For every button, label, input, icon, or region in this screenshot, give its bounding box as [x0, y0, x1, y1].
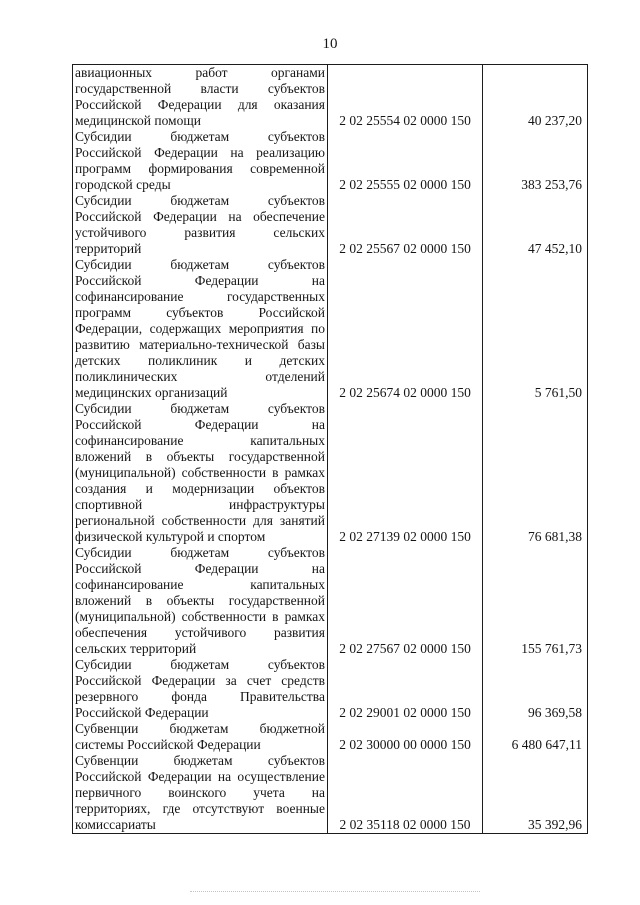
description-line: Субсидии бюджетам субъектов	[75, 657, 325, 672]
amount-cell	[482, 257, 587, 401]
amount-value: 76 681,38	[528, 529, 582, 544]
description-line: Российской Федерации на осуществление	[75, 769, 325, 784]
amount-value: 5 761,50	[534, 385, 582, 400]
table-row	[73, 657, 587, 721]
table-row	[73, 545, 587, 657]
description-line: вложений в объекты государственной	[75, 593, 325, 608]
description-line: устойчивого развития сельских	[75, 225, 325, 240]
amount-value: 6 480 647,11	[511, 737, 582, 752]
budget-code: 2 02 27567 02 0000 150	[339, 641, 471, 656]
description-cell	[73, 657, 327, 721]
table-row	[73, 65, 587, 129]
description-line: сельских территорий	[75, 641, 197, 656]
budget-code: 2 02 27139 02 0000 150	[339, 529, 471, 544]
description-line: территориях, где отсутствуют военные	[75, 801, 325, 816]
amount-cell	[482, 193, 587, 257]
description-line: вложений в объекты государственной	[75, 449, 325, 464]
description-line: государственной власти субъектов	[75, 81, 325, 96]
description-line: Российской Федерации за счет средств	[75, 673, 325, 688]
scan-artifact-dotted-line	[190, 891, 480, 892]
description-cell	[73, 401, 327, 545]
budget-code-cell	[327, 721, 482, 753]
page-number: 10	[322, 36, 338, 52]
description-line: городской среды	[75, 177, 171, 192]
description-line: создания и модернизации объектов	[75, 481, 325, 496]
budget-code-cell	[327, 65, 482, 129]
description-line: Российской Федерации для оказания	[75, 97, 325, 112]
budget-code-cell	[327, 193, 482, 257]
budget-code-cell	[327, 545, 482, 657]
description-line: (муниципальной) собственности в рамках	[75, 609, 325, 624]
budget-code: 2 02 25567 02 0000 150	[339, 241, 471, 256]
description-line: первичного воинского учета на	[75, 785, 325, 800]
amount-value: 155 761,73	[521, 641, 582, 656]
budget-code-cell	[327, 401, 482, 545]
table-row	[73, 129, 587, 193]
budget-code-cell	[327, 129, 482, 193]
description-line: медицинских организаций	[75, 385, 228, 400]
description-line: обеспечения устойчивого развития	[75, 625, 325, 640]
table-row	[73, 257, 587, 401]
amount-cell	[482, 65, 587, 129]
description-cell	[73, 753, 327, 833]
description-line: Субсидии бюджетам субъектов	[75, 257, 325, 272]
amount-cell	[482, 401, 587, 545]
budget-code-cell	[327, 753, 482, 833]
amount-value: 35 392,96	[528, 817, 582, 832]
amount-cell	[482, 545, 587, 657]
description-line: Федерации, содержащих мероприятия по	[75, 321, 325, 336]
table-row	[73, 401, 587, 545]
description-cell	[73, 65, 327, 129]
description-line: программ субъектов Российской	[75, 305, 325, 320]
description-line: (муниципальной) собственности в рамках	[75, 465, 325, 480]
amount-cell	[482, 753, 587, 833]
budget-code-cell	[327, 657, 482, 721]
description-line: софинансирование государственных	[75, 289, 325, 304]
description-cell	[73, 721, 327, 753]
description-line: Субвенции бюджетам бюджетной	[75, 721, 325, 736]
description-line: Российской Федерации на	[75, 417, 325, 432]
description-line: системы Российской Федерации	[75, 737, 261, 752]
budget-code: 2 02 29001 02 0000 150	[339, 705, 471, 720]
amount-cell	[482, 721, 587, 753]
description-cell	[73, 545, 327, 657]
description-line: Российской Федерации	[75, 705, 209, 720]
budget-code: 2 02 25674 02 0000 150	[339, 385, 471, 400]
budget-code: 2 02 30000 00 0000 150	[339, 737, 471, 752]
description-line: Российской Федерации на	[75, 273, 325, 288]
amount-cell	[482, 129, 587, 193]
budget-table	[72, 64, 588, 834]
description-line: Субсидии бюджетам субъектов	[75, 129, 325, 144]
description-line: Субсидии бюджетам субъектов	[75, 193, 325, 208]
description-cell	[73, 257, 327, 401]
table-row	[73, 193, 587, 257]
table-row	[73, 753, 587, 833]
description-line: Субсидии бюджетам субъектов	[75, 545, 325, 560]
amount-value: 40 237,20	[528, 113, 582, 128]
table-row	[73, 721, 587, 753]
description-line: спортивной инфраструктуры	[75, 497, 325, 512]
description-line: развитию материально-технической базы	[75, 337, 325, 352]
description-line: Российской Федерации на	[75, 561, 325, 576]
amount-cell	[482, 657, 587, 721]
description-cell	[73, 193, 327, 257]
description-line: территорий	[75, 241, 142, 256]
budget-code-cell	[327, 257, 482, 401]
description-line: резервного фонда Правительства	[75, 689, 325, 704]
description-line: поликлинических отделений	[75, 369, 325, 384]
description-line: Российской Федерации на реализацию	[75, 145, 325, 160]
budget-code: 2 02 25554 02 0000 150	[339, 113, 471, 128]
description-cell	[73, 129, 327, 193]
budget-code: 2 02 35118 02 0000 150	[339, 817, 471, 832]
description-line: софинансирование капитальных	[75, 433, 325, 448]
amount-value: 96 369,58	[528, 705, 582, 720]
budget-code: 2 02 25555 02 0000 150	[339, 177, 471, 192]
description-line: медицинской помощи	[75, 113, 201, 128]
description-line: детских поликлиник и детских	[75, 353, 325, 368]
description-line: программ формирования современной	[75, 161, 325, 176]
description-line: Российской Федерации на обеспечение	[75, 209, 325, 224]
description-line: Субвенции бюджетам субъектов	[75, 753, 325, 768]
amount-value: 47 452,10	[528, 241, 582, 256]
description-line: авиационных работ органами	[75, 65, 325, 80]
amount-value: 383 253,76	[521, 177, 582, 192]
description-line: комиссариаты	[75, 817, 156, 832]
description-line: физической культурой и спортом	[75, 529, 266, 544]
description-line: региональной собственности для занятий	[75, 513, 325, 528]
description-line: Субсидии бюджетам субъектов	[75, 401, 325, 416]
description-line: софинансирование капитальных	[75, 577, 325, 592]
